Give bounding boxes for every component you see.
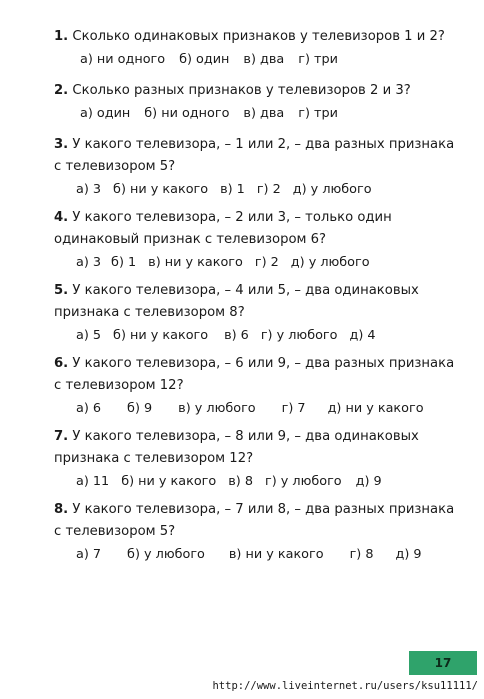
option-b: б) ни у какого — [113, 328, 209, 343]
option-g: г) 2 — [254, 255, 279, 270]
option-b: б) у любого — [127, 547, 205, 562]
question-number: 3. — [54, 137, 69, 152]
option-g: г) 8 — [349, 547, 374, 562]
option-b: б) 1 — [111, 255, 137, 270]
question-text: Сколько разных признаков у телевизоров 2 и 3? — [72, 83, 411, 98]
question-4 — [54, 207, 454, 274]
question-number: 2. — [54, 83, 69, 98]
option-g: г) три — [298, 106, 338, 121]
option-a: а) 3 — [76, 255, 102, 270]
answer-options — [54, 103, 454, 125]
question-3 — [54, 134, 454, 201]
question-text: У какого телевизора, – 2 или 3, – только один — [72, 210, 392, 225]
option-g: г) 7 — [281, 401, 306, 416]
option-g: г) 2 — [256, 182, 281, 197]
question-8 — [54, 499, 454, 566]
page-number: 17 — [434, 656, 452, 670]
option-a: а) 11 — [76, 474, 110, 489]
option-b: б) ни одного — [144, 106, 230, 121]
option-d: д) ни у какого — [327, 401, 424, 416]
question-text: У какого телевизора, – 8 или 9, – два одинаковых — [72, 429, 419, 444]
option-v: в) 1 — [220, 182, 245, 197]
question-number: 7. — [54, 429, 69, 444]
option-d: д) 9 — [355, 474, 382, 489]
answer-options — [54, 179, 454, 201]
question-number: 1. — [54, 29, 69, 44]
option-v: в) 6 — [224, 328, 249, 343]
question-7 — [54, 426, 454, 493]
question-number: 6. — [54, 356, 69, 371]
question-number: 5. — [54, 283, 69, 298]
question-6 — [54, 353, 454, 420]
option-b: б) ни у какого — [121, 474, 217, 489]
option-b: б) 9 — [127, 401, 153, 416]
answer-options — [54, 252, 454, 274]
question-5 — [54, 280, 454, 347]
option-a: а) один — [80, 106, 131, 121]
source-url[interactable]: http://www.liveinternet.ru/users/ksu11111/ — [212, 680, 478, 692]
option-d: д) 9 — [395, 547, 422, 562]
answer-options — [54, 398, 454, 420]
question-text-continued: признака с телевизором 12? — [54, 451, 254, 466]
option-g: г) у любого — [264, 474, 342, 489]
question-text-continued: одинаковый признак с телевизором 6? — [54, 232, 327, 247]
question-text-continued: с телевизором 5? — [54, 159, 176, 174]
answer-options — [54, 49, 454, 71]
option-d: д) у любого — [290, 255, 370, 270]
question-1 — [54, 26, 454, 71]
option-v: в) ни у какого — [148, 255, 243, 270]
option-d: д) 4 — [349, 328, 376, 343]
option-b: б) ни у какого — [113, 182, 209, 197]
question-text-continued: с телевизором 5? — [54, 524, 176, 539]
question-text-continued: с телевизором 12? — [54, 378, 184, 393]
question-text: У какого телевизора, – 1 или 2, – два разных признака — [72, 137, 455, 152]
option-v: в) два — [243, 106, 285, 121]
option-v: в) у любого — [178, 401, 256, 416]
option-a: а) 7 — [76, 547, 102, 562]
option-a: а) ни одного — [80, 52, 166, 67]
question-text: Сколько одинаковых признаков у телевизоров 1 и 2? — [72, 29, 445, 44]
option-d: д) у любого — [292, 182, 372, 197]
option-g: г) три — [298, 52, 338, 67]
question-text-continued: признака с телевизором 8? — [54, 305, 245, 320]
option-a: а) 6 — [76, 401, 102, 416]
option-v: в) 8 — [228, 474, 253, 489]
question-text: У какого телевизора, – 7 или 8, – два разных признака — [72, 502, 455, 517]
page-number-tab — [409, 651, 477, 675]
question-number: 4. — [54, 210, 69, 225]
question-number: 8. — [54, 502, 69, 517]
option-a: а) 3 — [76, 182, 102, 197]
question-2 — [54, 80, 454, 125]
question-text: У какого телевизора, – 6 или 9, – два разных признака — [72, 356, 455, 371]
question-text: У какого телевизора, – 4 или 5, – два одинаковых — [72, 283, 419, 298]
option-a: а) 5 — [76, 328, 102, 343]
answer-options — [54, 544, 454, 566]
answer-options — [54, 471, 454, 493]
option-b: б) один — [179, 52, 230, 67]
option-v: в) ни у какого — [228, 547, 324, 562]
option-g: г) у любого — [260, 328, 338, 343]
answer-options — [54, 325, 454, 347]
option-v: в) два — [243, 52, 285, 67]
